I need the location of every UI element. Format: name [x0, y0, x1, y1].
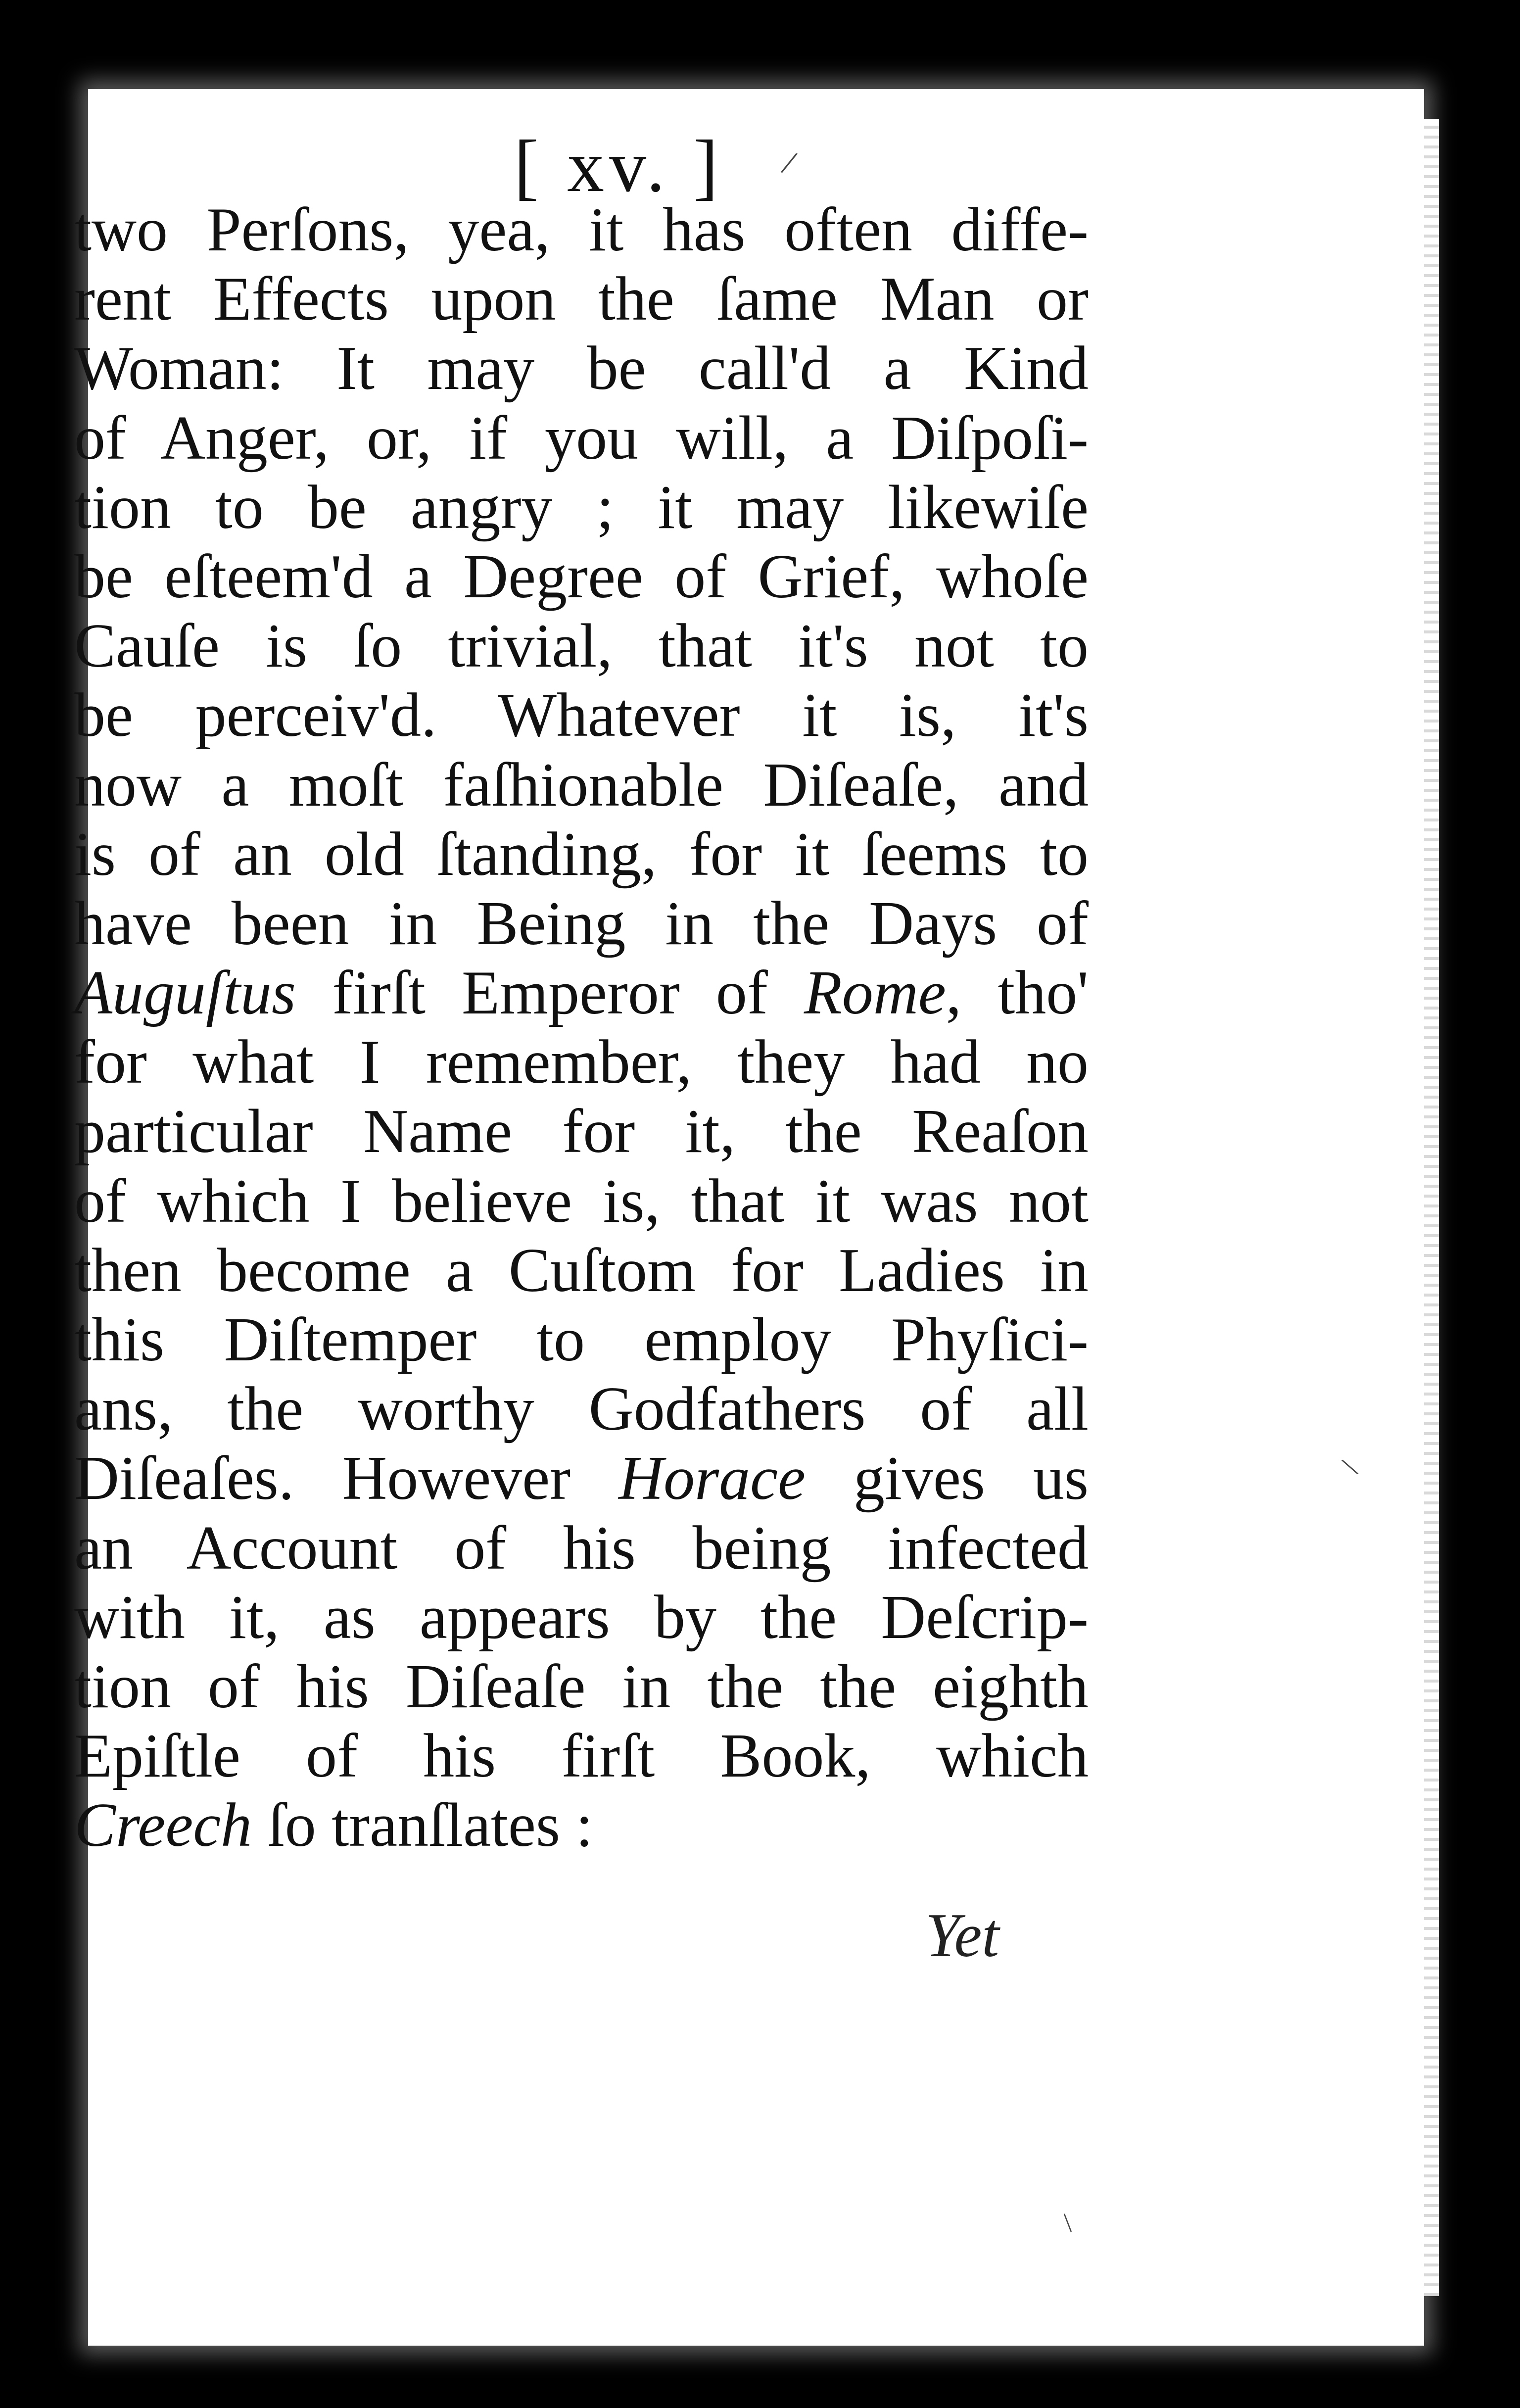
text-line: [74, 473, 1089, 542]
text-line: [74, 1097, 1089, 1166]
text-line: [74, 681, 1089, 750]
text-segment: Diſeaſes. However: [74, 1444, 619, 1513]
text-segment: Woman: It may be call'd a Kind: [74, 334, 1089, 403]
page-number-header: [ xv. ]: [514, 125, 723, 207]
text-line: [74, 1236, 1089, 1305]
text-line: [74, 1028, 1089, 1097]
italic-text: Horace: [618, 1444, 806, 1513]
text-segment: with it, as appears by the Deſcrip-: [74, 1583, 1089, 1652]
text-segment: , tho': [946, 959, 1089, 1028]
text-segment: be eſteem'd a Degree of Grief, whoſe: [74, 542, 1089, 611]
text-line: [74, 334, 1089, 403]
page-edge: [1424, 119, 1439, 2296]
text-line: [74, 751, 1089, 820]
text-segment: ans, the worthy Godfathers of all: [74, 1375, 1089, 1444]
text-segment: Cauſe is ſo trivial, that it's not to: [74, 612, 1089, 681]
text-line: [74, 1444, 1089, 1513]
body-text: [74, 195, 1089, 1861]
text-line: [74, 1514, 1089, 1583]
text-segment: then become a Cuſtom for Ladies in: [74, 1236, 1089, 1305]
text-segment: is of an old ſtanding, for it ſeems to: [74, 819, 1089, 889]
text-segment: rent Effects upon the ſame Man or: [74, 265, 1089, 334]
text-line: [74, 820, 1089, 889]
text-segment: Epiſtle of his firſt Book, which: [74, 1722, 1089, 1791]
text-segment: gives us: [806, 1444, 1089, 1513]
text-segment: of which I believe is, that it was not: [74, 1166, 1089, 1236]
text-segment: ſo tranſlates :: [252, 1791, 593, 1860]
italic-text: Creech: [74, 1791, 252, 1860]
italic-text: Auguſtus: [74, 959, 296, 1028]
text-line: [74, 959, 1089, 1028]
text-line: [74, 1583, 1089, 1652]
text-line: [74, 612, 1089, 681]
text-line: [74, 404, 1089, 473]
text-line: [74, 195, 1089, 265]
text-line: [74, 1167, 1089, 1236]
text-segment: now a moſt faſhionable Diſeaſe, and: [74, 750, 1089, 819]
text-line: [74, 1375, 1089, 1444]
text-segment: of Anger, or, if you will, a Diſpoſi-: [74, 403, 1089, 473]
text-segment: for what I remember, they had no: [74, 1028, 1089, 1097]
text-line: [74, 1652, 1089, 1722]
text-segment: this Diſtemper to employ Phyſici-: [74, 1305, 1089, 1374]
text-segment: tion of his Diſeaſe in the the eighth: [74, 1652, 1089, 1721]
text-segment: firſt Emperor of: [296, 959, 804, 1028]
catchword: Yet: [925, 1901, 999, 1970]
text-segment: two Perſons, yea, it has often diffe-: [74, 195, 1089, 264]
text-line: [74, 889, 1089, 959]
stray-mark: \: [1338, 1450, 1362, 1483]
text-segment: an Account of his being infected: [74, 1513, 1089, 1583]
text-line: [74, 1305, 1089, 1375]
stray-mark: /: [778, 144, 801, 183]
italic-text: Rome: [804, 959, 946, 1028]
text-segment: particular Name for it, the Reaſon: [74, 1097, 1089, 1166]
text-segment: be perceiv'd. Whatever it is, it's: [74, 681, 1089, 750]
text-line: [74, 542, 1089, 612]
stray-mark: /: [1055, 2209, 1081, 2237]
text-line: [74, 1722, 1089, 1791]
text-line: [74, 1791, 1089, 1860]
text-line: [74, 265, 1089, 334]
text-segment: have been in Being in the Days of: [74, 889, 1089, 958]
text-segment: tion to be angry ; it may likewiſe: [74, 473, 1089, 542]
